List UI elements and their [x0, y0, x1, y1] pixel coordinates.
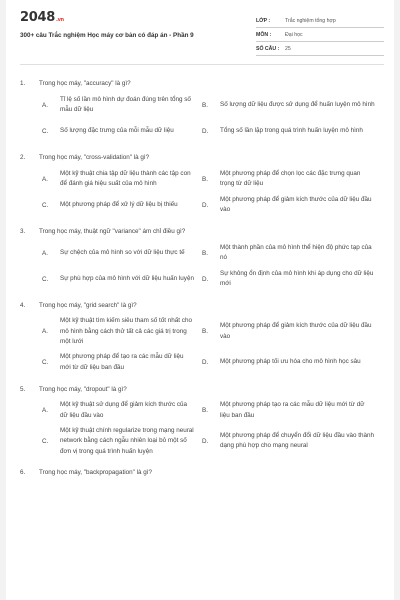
question-item — [20, 300, 386, 376]
option-text: Một kỹ thuật chính regularize trong mạng neural network bằng cách ngẫu nhiên loại bỏ một số đơn vị trong quá trình huấn luyện — [60, 426, 194, 455]
question-number: 6. — [20, 469, 26, 476]
question-number: 2. — [20, 154, 26, 161]
meta-label: MÔN : — [256, 31, 272, 38]
option-letter: B. — [202, 101, 208, 109]
question-text — [20, 78, 386, 92]
meta-row-count — [256, 42, 384, 56]
answer-options — [20, 240, 386, 292]
question-text — [20, 384, 386, 398]
question-text — [20, 226, 386, 240]
option-letter: D. — [202, 127, 209, 135]
answer-option[interactable] — [20, 314, 202, 350]
question-prompt: Trong học máy, "accuracy" là gì? — [39, 80, 131, 87]
meta-row-class — [256, 14, 384, 28]
option-text: Một phương pháp tạo ra các mẫu dữ liệu mới từ dữ liệu ban đầu — [220, 401, 365, 419]
question-prompt: Trong học máy, "grid search" là gì? — [39, 302, 137, 309]
answer-option[interactable] — [20, 424, 202, 460]
answer-option[interactable] — [202, 192, 384, 218]
logo-suffix: .vn — [55, 17, 64, 23]
meta-label: SỐ CÂU : — [256, 45, 280, 52]
option-text: Một kỹ thuật sử dụng để giảm kích thước của dữ liệu đầu vào — [60, 401, 188, 419]
option-text: Một phương pháp để xử lý dữ liệu bị thiếu — [60, 200, 178, 208]
answer-option[interactable] — [20, 398, 202, 424]
question-prompt: Trong học máy, "dropout" là gì? — [39, 385, 127, 393]
answer-option[interactable] — [202, 314, 384, 350]
answer-options — [20, 314, 386, 376]
option-letter: D. — [202, 275, 209, 283]
answer-option[interactable] — [202, 118, 384, 144]
answer-options — [20, 92, 386, 144]
option-text: Tổng số lần lặp trong quá trình huấn luyện mô hình — [220, 126, 363, 134]
option-text: Một phương pháp để chuyển đổi dữ liệu đầu vào thành dạng phù hợp cho mạng neural — [220, 431, 375, 450]
option-letter: B. — [202, 249, 208, 257]
option-text: Số lượng dữ liệu được sử dụng để huấn luyện mô hình — [220, 100, 375, 108]
question-item — [20, 384, 386, 460]
logo-text: 2048 — [20, 10, 55, 25]
meta-label: LỚP : — [256, 17, 271, 24]
option-letter: C. — [42, 359, 49, 366]
option-text: Một phương pháp để giảm kích thước của dữ liệu đầu vào — [220, 322, 372, 340]
option-letter: C. — [42, 201, 49, 209]
question-number: 4. — [20, 302, 26, 309]
answer-option[interactable] — [20, 118, 202, 144]
answer-option[interactable] — [202, 350, 384, 376]
question-text — [20, 152, 386, 166]
answer-option[interactable] — [20, 166, 202, 192]
question-prompt: Trong học máy, "cross-validation" là gì? — [39, 154, 150, 161]
option-letter: D. — [202, 359, 209, 366]
question-number: 3. — [20, 228, 26, 235]
option-text: Sự phù hợp của mô hình với dữ liệu huấn luyện — [60, 274, 194, 282]
question-prompt: Trong học máy, "backpropagation" là gì? — [39, 469, 152, 476]
question-text — [20, 467, 386, 481]
option-text: Số lượng đặc trưng của mỗi mẫu dữ liệu — [60, 126, 174, 134]
option-letter: D. — [202, 201, 209, 209]
option-letter: B. — [202, 175, 208, 183]
question-item — [20, 152, 386, 218]
option-text: Một thành phần của mô hình thể hiện độ phức tạp của nó — [220, 243, 372, 261]
option-letter: A. — [42, 101, 48, 109]
meta-value: Đại học — [285, 31, 303, 38]
option-letter: C. — [42, 437, 49, 445]
question-number: 5. — [20, 385, 26, 393]
option-text: Sự không ổn định của mô hình khi áp dụng cho dữ liệu mới — [220, 269, 374, 287]
option-letter: B. — [202, 328, 208, 336]
meta-value: Trắc nghiệm tổng hợp — [285, 17, 336, 24]
option-text: Một kỹ thuật tìm kiếm siêu tham số tốt nhất cho mô hình bằng cách thử tất cả các giá trị trong một lưới — [60, 317, 192, 345]
answer-options — [20, 398, 386, 460]
question-item — [20, 467, 386, 481]
answer-option[interactable] — [20, 266, 202, 292]
option-letter: A. — [42, 175, 48, 183]
answer-option[interactable] — [20, 350, 202, 376]
option-letter: B. — [202, 407, 208, 414]
header-divider — [20, 64, 384, 65]
meta-value: 25 — [285, 45, 291, 52]
answer-option[interactable] — [20, 240, 202, 266]
option-text: Một phương pháp để giảm kích thước của dữ liệu đầu vào — [220, 195, 372, 213]
option-letter: A. — [42, 249, 48, 257]
meta-table — [256, 14, 384, 56]
question-item — [20, 226, 386, 292]
option-text: Một phương pháp để chọn lọc các đặc trưng quan trọng từ dữ liệu — [220, 169, 361, 187]
document-header — [6, 0, 394, 58]
answer-option[interactable] — [202, 240, 384, 266]
option-letter: C. — [42, 127, 49, 135]
option-text: Tỉ lệ số lần mô hình dự đoán đúng trên tổng số mẫu dữ liệu — [60, 95, 191, 113]
answer-options — [20, 166, 386, 218]
question-item — [20, 78, 386, 144]
meta-row-subject — [256, 28, 384, 42]
option-text: Một kỹ thuật chia tập dữ liệu thành các tập con để đánh giá hiệu suất của mô hình — [60, 169, 191, 187]
option-letter: C. — [42, 275, 49, 283]
answer-option[interactable] — [202, 266, 384, 292]
answer-option[interactable] — [20, 92, 202, 118]
document-title: 300+ câu Trắc nghiệm Học máy cơ bản có đáp án - Phần 9 — [20, 32, 194, 39]
option-letter: D. — [202, 437, 209, 445]
option-letter: A. — [42, 407, 48, 414]
option-text: Một phương pháp để tạo ra các mẫu dữ liệu mới từ dữ liệu ban đầu — [60, 353, 184, 371]
question-prompt: Trong học máy, thuật ngữ "variance" ám chỉ điều gì? — [39, 228, 186, 235]
answer-option[interactable] — [202, 424, 384, 460]
question-text — [20, 300, 386, 314]
document-page — [6, 0, 394, 600]
answer-option[interactable] — [202, 398, 384, 424]
answer-option[interactable] — [20, 192, 202, 218]
answer-option[interactable] — [202, 92, 384, 118]
answer-option[interactable] — [202, 166, 384, 192]
option-letter: A. — [42, 328, 48, 336]
option-text: Một phương pháp tối ưu hóa cho mô hình học sâu — [220, 358, 361, 366]
question-number: 1. — [20, 80, 26, 87]
option-text: Sự chệch của mô hình so với dữ liệu thực tế — [60, 248, 185, 256]
question-list — [20, 78, 386, 489]
